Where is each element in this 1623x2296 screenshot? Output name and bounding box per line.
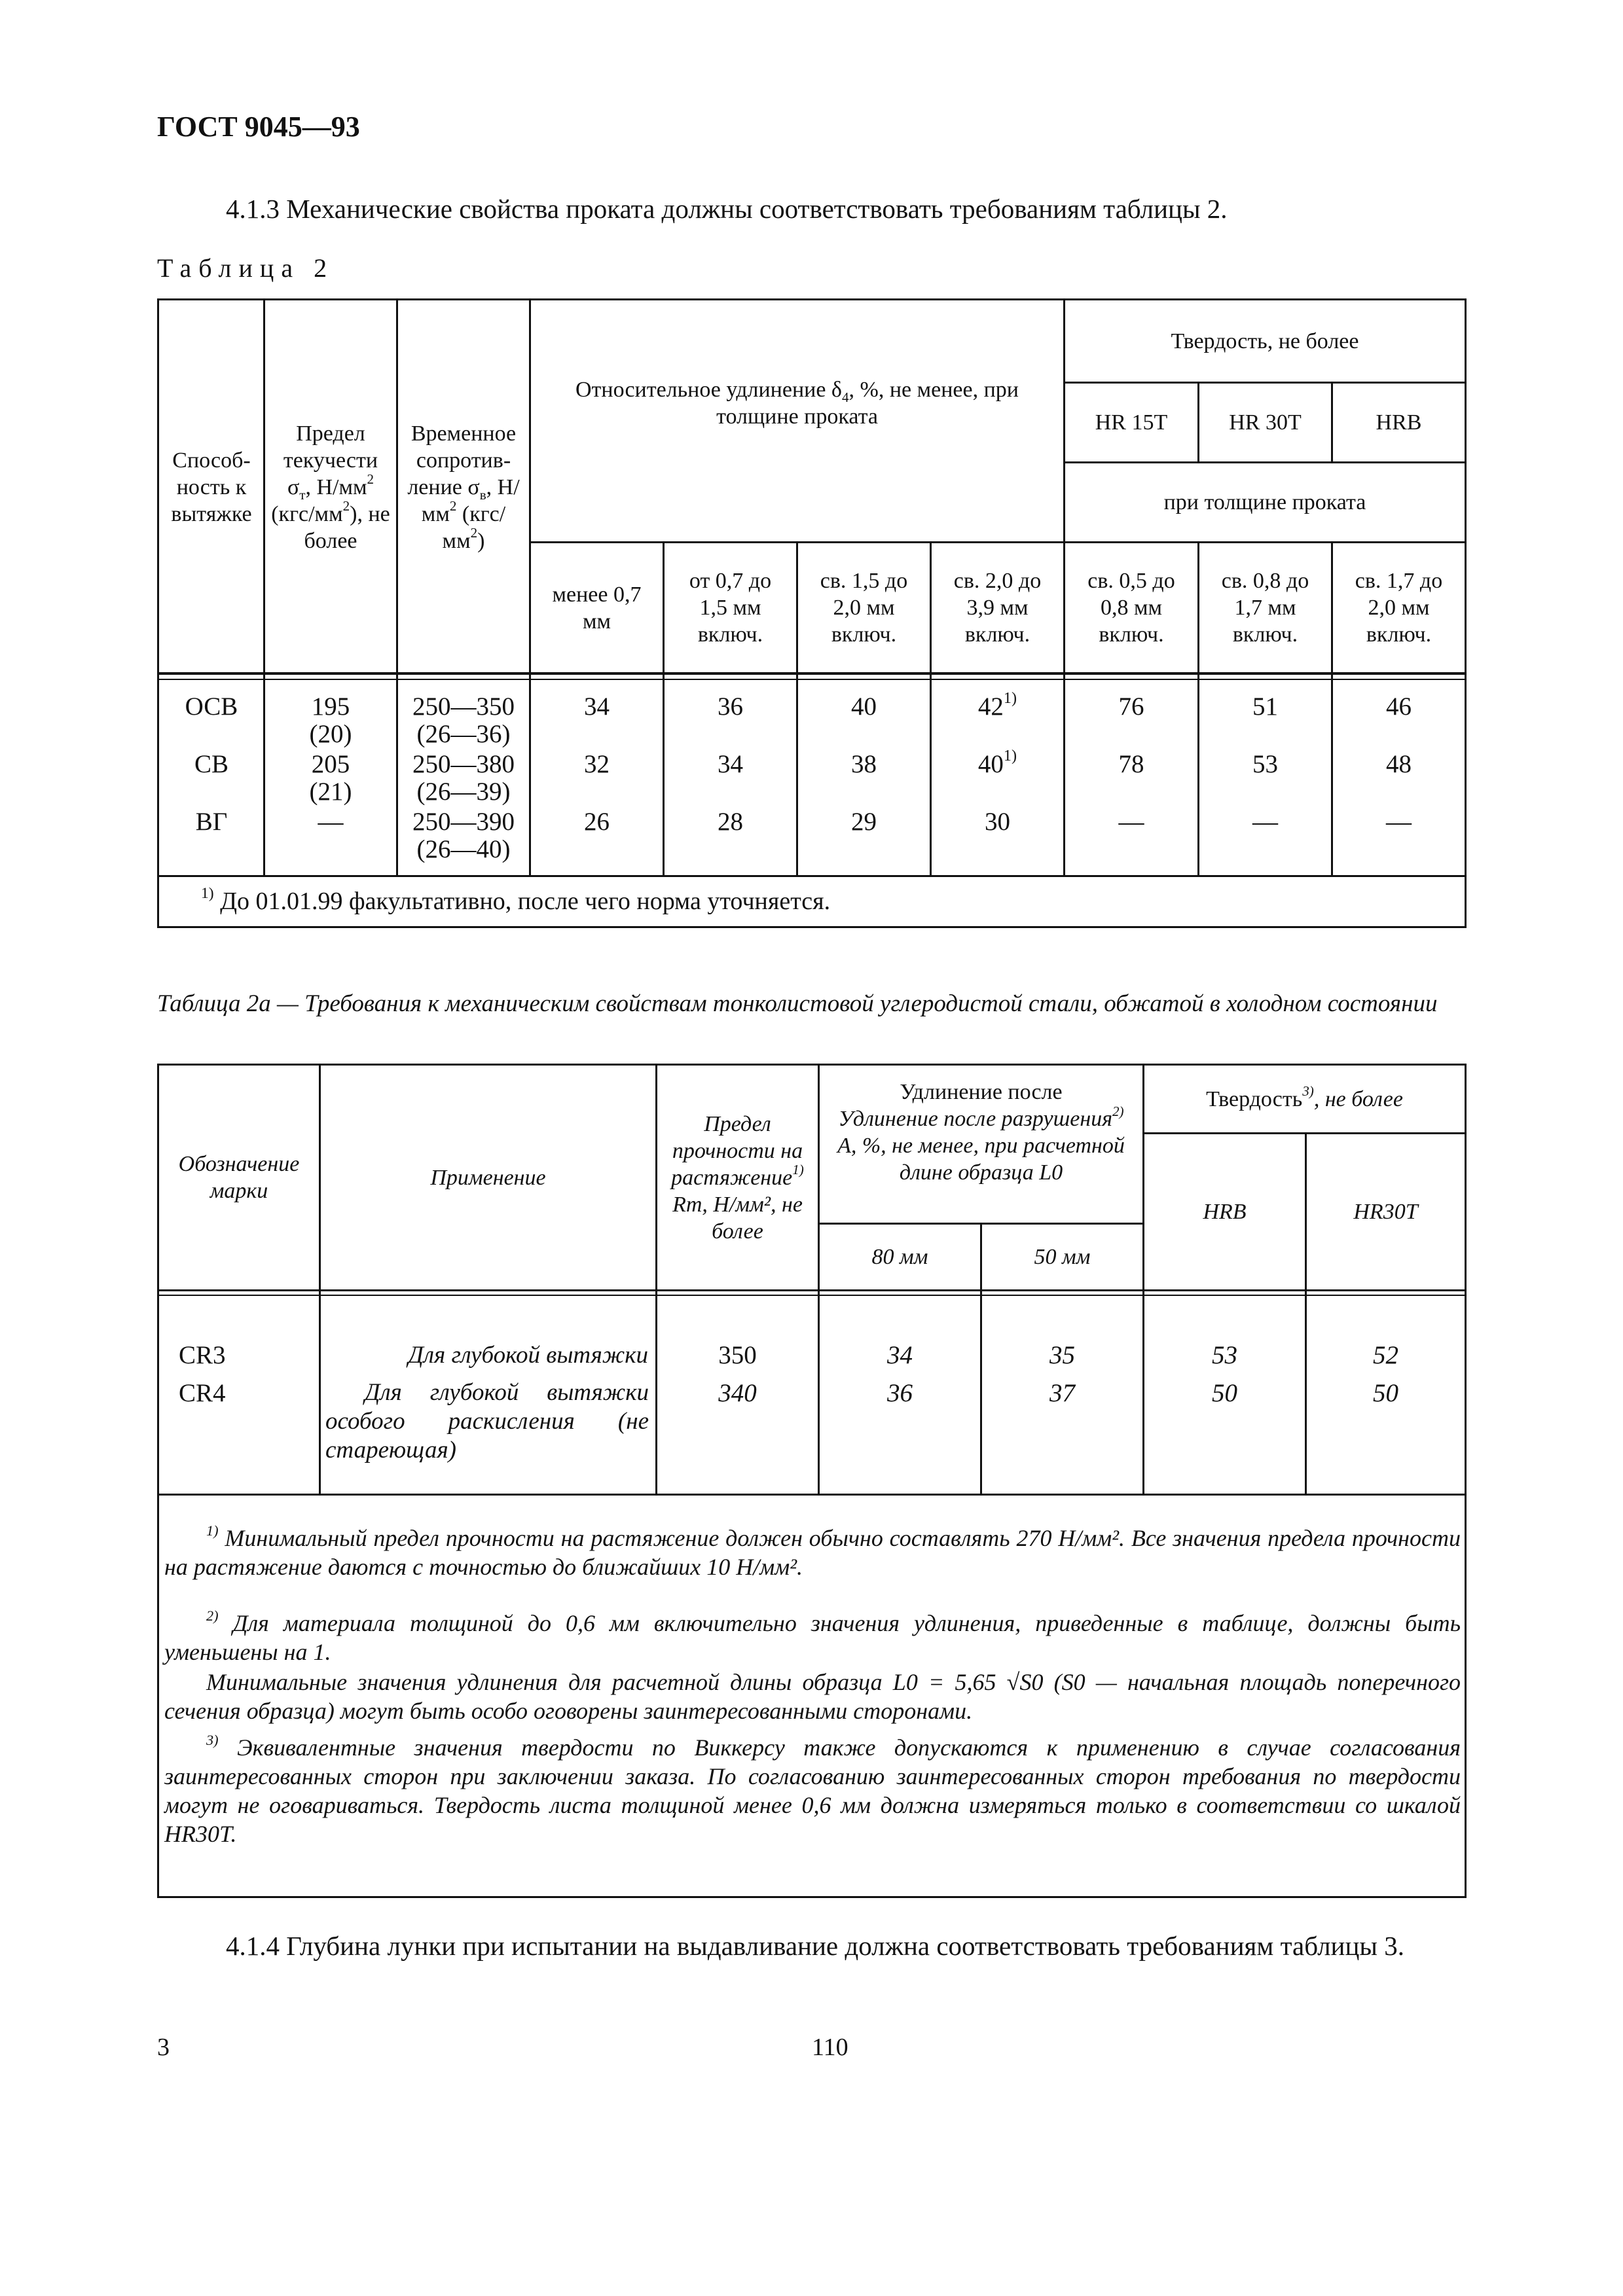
- application: Для глубокой вытяжки: [408, 1342, 648, 1369]
- header-hardness-thickness: при толщине проката: [1163, 490, 1366, 514]
- page-number-center: 110: [812, 2034, 848, 2061]
- yield-value: —: [318, 808, 344, 836]
- yield-value: 205: [311, 750, 350, 778]
- hardness-value: —: [1118, 808, 1144, 836]
- paragraph-4-1-4: 4.1.4 Глубина лунки при испытании на выдавливание должна соответствовать требованиям таблицы 3.: [226, 1931, 1404, 1961]
- elongation-value: 28: [718, 808, 743, 836]
- subheader-thickness: от 0,7 до 1,5 мм включ.: [689, 569, 772, 647]
- elongation-50: 37: [1049, 1379, 1075, 1407]
- tensile-kgs: (26—40): [416, 835, 511, 863]
- tensile-value: 250—390: [412, 808, 515, 836]
- elongation-value: 34: [584, 692, 610, 721]
- table2-footnote: $^{1)}$ До 01.01.99 факультативно, после чего норма уточняется.: [201, 884, 831, 915]
- table2-label: Таблица 2: [157, 253, 335, 283]
- elongation-value: 36: [718, 692, 743, 721]
- elongation-value: 38: [851, 750, 877, 778]
- yield-kgs: (21): [309, 778, 352, 806]
- yield-value: 195: [311, 692, 350, 721]
- tensile-value: 250—380: [412, 750, 515, 778]
- header-application: Применение: [430, 1165, 546, 1190]
- elongation-50: 35: [1049, 1341, 1075, 1369]
- elongation-80: 36: [887, 1379, 913, 1407]
- tensile-value: 250—350: [412, 692, 515, 721]
- header-hardness: Твердость, не более: [1171, 329, 1359, 353]
- subheader-thickness: менее 0,7 мм: [552, 582, 642, 634]
- hardness-value: —: [1252, 808, 1278, 836]
- hardness-value: 76: [1118, 692, 1144, 721]
- paragraph-4-1-3: 4.1.3 Механические свойства проката должны соответствовать требованиям таблицы 2.: [226, 194, 1228, 224]
- elongation-value: 40$^{1)}$: [977, 747, 1017, 778]
- subheader-thickness: св. 0,5 до 0,8 мм включ.: [1087, 569, 1175, 647]
- header-tensile-strength: Предел прочности на растяжение$^{1)}$ Rm, Н/мм², не более: [671, 1111, 804, 1244]
- header-hr30t: HR 30T: [1229, 410, 1302, 435]
- elongation-value: 34: [718, 750, 743, 778]
- elongation-value: 30: [985, 808, 1010, 836]
- yield-kgs: (20): [309, 720, 352, 748]
- subheader-thickness: св. 1,7 до 2,0 мм включ.: [1355, 569, 1443, 647]
- table2a-footnote-2: $^{2)}$ Для материала толщиной до 0,6 мм включительно значения удлинения, приведенные в таблице, должны быть уменьшены на 1.: [164, 1607, 1461, 1665]
- hardness-value: 46: [1386, 692, 1412, 721]
- header-tensile: Временное сопротивление $\sigma_в$, $Н/мм^2$ $(кгс/мм^2)$: [407, 421, 520, 553]
- tensile-value: 350: [718, 1341, 757, 1369]
- table2a-footnote-2b: Минимальные значения удлинения для расчетной длины образца L0 = 5,65 √S0 (S0 — начальная площадь поперечного сечения образца) могут быть особо оговорены заинтересованными сторонами.: [164, 1669, 1461, 1724]
- subheader-thickness: св. 0,8 до 1,7 мм включ.: [1221, 569, 1309, 647]
- elongation-value: 40: [851, 692, 877, 721]
- grade: ВГ: [195, 808, 228, 836]
- header-hr30t: HR30T: [1353, 1200, 1418, 1224]
- table-2a: [157, 1064, 1467, 1898]
- hardness-value: —: [1386, 808, 1412, 836]
- header-drawability: Способность к вытяжке: [171, 448, 252, 526]
- table2a-footnote-1: $^{1)}$ Минимальный предел прочности на растяжение должен обычно составлять 270 Н/мм². Все значения предела прочности на растяжение даются с точностью до ближайших 10 Н/мм².: [164, 1522, 1461, 1580]
- document-header: ГОСТ 9045—93: [157, 111, 360, 143]
- table2a-caption: Таблица 2а — Требования к механическим свойствам тонколистовой углеродистой стали, обжатой в холодном состоянии: [157, 990, 1438, 1017]
- hardness-value: 51: [1252, 692, 1278, 721]
- page-number-left: 3: [157, 2034, 170, 2061]
- header-hrb: HRB: [1203, 1200, 1247, 1224]
- grade: ОСВ: [185, 692, 238, 721]
- tensile-value: 340: [718, 1379, 757, 1407]
- subheader-thickness: св. 2,0 до 3,9 мм включ.: [953, 569, 1042, 647]
- header-grade-mark: Обозначение марки: [178, 1152, 300, 1203]
- subheader-thickness: св. 1,5 до 2,0 мм включ.: [820, 569, 908, 647]
- elongation-80: 34: [887, 1341, 913, 1369]
- header-length-50: 50 мм: [1034, 1245, 1091, 1269]
- hardness-hrb: 53: [1212, 1341, 1237, 1369]
- elongation-value: 29: [851, 808, 877, 836]
- hardness-value: 78: [1118, 750, 1144, 778]
- hardness-hr30t: 50: [1373, 1379, 1398, 1407]
- table2a-footnote-3: $^{3)}$ Эквивалентные значения твердости по Виккерсу также допускаются к применению в случае согласования заинтересованных сторон при заключении заказа. По согласованию заинтересованных сторон требования по твердости могут не оговариваться. Твердость листа толщиной менее 0,6 мм должна измеряться только в соответствии со шкалой HR30T.: [164, 1731, 1461, 1847]
- header-hrb: HRB: [1376, 410, 1422, 435]
- tensile-kgs: (26—39): [416, 778, 511, 806]
- header-elongation: Удлинение после Удлинение после разрушения$^{2)}$ А, %, не менее, при расчетной длине образца L0: [837, 1080, 1125, 1185]
- header-hr15t: HR 15T: [1095, 410, 1168, 435]
- tensile-kgs: (26—36): [416, 720, 511, 748]
- application: Для глубокой вытяжки особого раскисления (не стареющая): [325, 1379, 649, 1463]
- grade: СВ: [194, 750, 229, 778]
- hardness-hrb: 50: [1212, 1379, 1237, 1407]
- hardness-value: 48: [1386, 750, 1412, 778]
- header-yield: Предел текучести $\sigma_т$, $Н/мм^2$ $(кгс/мм^2)$, не более: [271, 421, 390, 553]
- elongation-value: 26: [584, 808, 610, 836]
- table-2: [157, 298, 1467, 928]
- grade-mark: CR4: [179, 1379, 226, 1407]
- hardness-hr30t: 52: [1373, 1341, 1398, 1369]
- header-hardness: Твердость$^{3)}$, не более: [1206, 1083, 1403, 1111]
- elongation-value: 42$^{1)}$: [977, 689, 1017, 721]
- grade-mark: CR3: [179, 1341, 226, 1369]
- elongation-value: 32: [584, 750, 610, 778]
- hardness-value: 53: [1252, 750, 1278, 778]
- header-elongation: Относительное удлинение $\delta_4$, %, не менее, при толщине проката: [575, 378, 1019, 429]
- header-length-80: 80 мм: [871, 1245, 928, 1269]
